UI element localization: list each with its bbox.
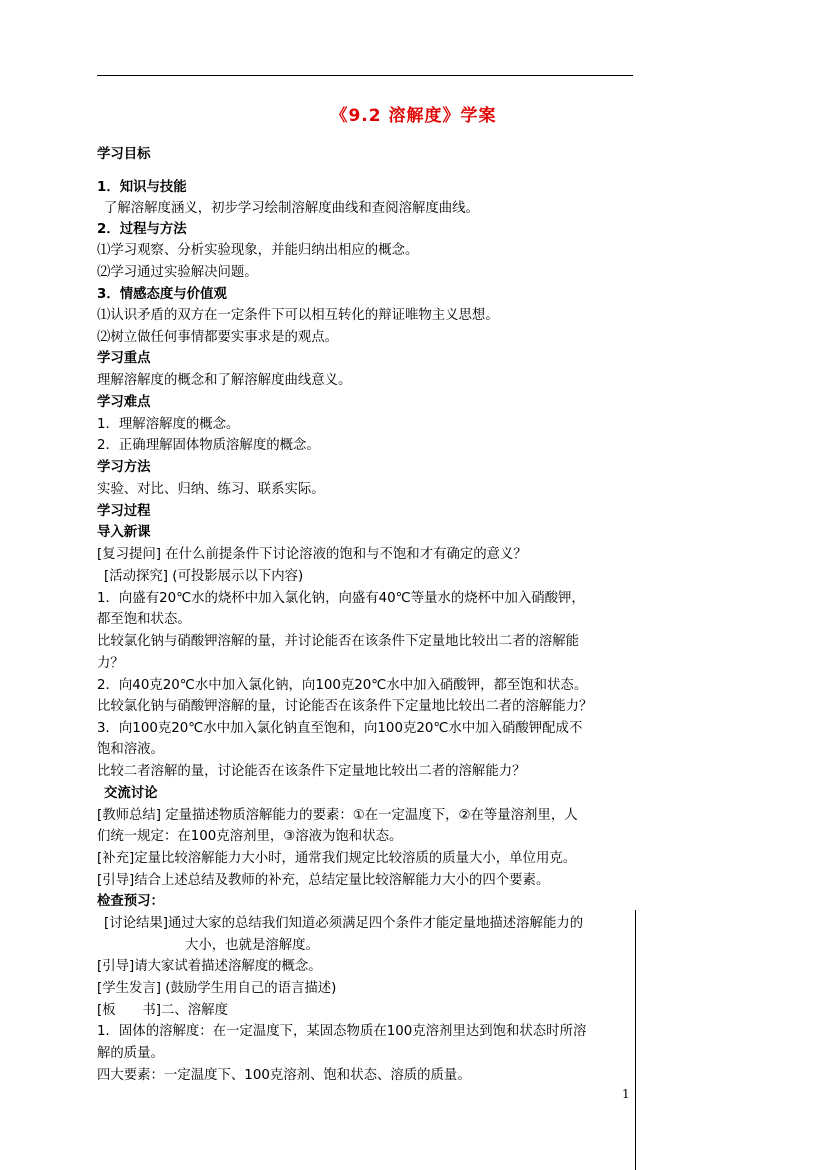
text-line: 比较氯化钠与硝酸钾溶解的量，讨论能否在该条件下定量地比较出二者的溶解能力？ xyxy=(97,699,593,714)
text-line: [学生发言] (鼓励学生用自己的语言描述) xyxy=(97,981,337,996)
text-line: [引导]请大家试着描述溶解度的概念。 xyxy=(97,959,322,974)
text-line: [活动探究] (可投影展示以下内容) xyxy=(104,569,304,584)
text-line: [板 书]二、溶解度 xyxy=(97,1003,228,1018)
text-line: [补充]定量比较溶解能力大小时，通常我们规定比较溶质的质量大小，单位用克。 xyxy=(97,851,577,866)
text-line: ⑵学习通过实验解决问题。 xyxy=(97,265,258,280)
text-line: 比较氯化钠与硝酸钾溶解的量，并讨论能否在该条件下定量地比较出二者的溶解能 xyxy=(97,634,580,649)
subsection-heading: 1．知识与技能 xyxy=(97,180,187,195)
header-rule xyxy=(97,75,633,76)
section-heading: 学习难点 xyxy=(97,395,151,410)
text-line: 1．理解溶解度的概念。 xyxy=(97,417,240,432)
text-line: [复习提问] 在什么前提条件下讨论溶液的饱和与不饱和才有确定的意义？ xyxy=(97,547,527,562)
text-line: 力？ xyxy=(97,656,124,671)
text-line: 都至饱和状态。 xyxy=(97,612,191,627)
text-line: ⑴认识矛盾的双方在一定条件下可以相互转化的辩证唯物主义思想。 xyxy=(97,308,499,323)
text-line: 理解溶解度的概念和了解溶解度曲线意义。 xyxy=(97,373,352,388)
text-line: [讨论结果]通过大家的总结我们知道必须满足四个条件才能定量地描述溶解能力的 xyxy=(104,916,584,931)
text-line: 解的质量。 xyxy=(97,1046,164,1061)
subsection-heading: 2．过程与方法 xyxy=(97,222,187,237)
text-line: 了解溶解度涵义，初步学习绘制溶解度曲线和查阅溶解度曲线。 xyxy=(104,201,479,216)
section-heading: 检查预习： xyxy=(97,894,164,909)
page-number: 1 xyxy=(622,1087,630,1101)
text-line: 实验、对比、归纳、练习、联系实际。 xyxy=(97,482,325,497)
section-heading: 导入新课 xyxy=(97,525,151,540)
text-line: ⑴学习观察、分析实验现象，并能归纳出相应的概念。 xyxy=(97,243,419,258)
text-line: 2．正确理解固体物质溶解度的概念。 xyxy=(97,438,320,453)
section-heading: 学习重点 xyxy=(97,351,151,366)
section-heading: 学习方法 xyxy=(97,460,151,475)
text-line: 3．向100克20℃水中加入氯化钠直至饱和，向100克20℃水中加入硝酸钾配成不 xyxy=(97,721,583,736)
text-line: 比较二者溶解的量，讨论能否在该条件下定量地比较出二者的溶解能力？ xyxy=(97,764,526,779)
text-line: ⑵树立做任何事情都要实事求是的观点。 xyxy=(97,330,339,345)
text-line: 饱和溶液。 xyxy=(97,742,164,757)
text-line: [引导]结合上述总结及教师的补充，总结定量比较溶解能力大小的四个要素。 xyxy=(97,873,550,888)
text-line: 1．向盛有20℃水的烧杯中加入氯化钠，向盛有40℃等量水的烧杯中加入硝酸钾， xyxy=(97,591,585,606)
text-line: 2．向40克20℃水中加入氯化钠，向100克20℃水中加入硝酸钾，都至饱和状态。 xyxy=(97,678,588,693)
text-line: [教师总结] 定量描述物质溶解能力的要素：①在一定温度下，②在等量溶剂里，人 xyxy=(97,808,578,823)
text-line: 四大要素：一定温度下、100克溶剂、饱和状态、溶质的质量。 xyxy=(97,1068,471,1083)
text-line: 1．固体的溶解度：在一定温度下，某固态物质在100克溶剂里达到饱和状态时所溶 xyxy=(97,1024,587,1039)
text-line: 大小，也就是溶解度。 xyxy=(185,938,319,953)
section-heading: 交流讨论 xyxy=(104,786,158,801)
section-heading: 学习过程 xyxy=(97,504,151,519)
text-line: 们统一规定：在100克溶剂里，③溶液为饱和状态。 xyxy=(97,829,403,844)
section-heading: 学习目标 xyxy=(97,147,151,162)
subsection-heading: 3．情感态度与价值观 xyxy=(97,287,227,302)
margin-rule xyxy=(635,910,636,1170)
document-title: 《9.2 溶解度》学案 xyxy=(330,106,497,126)
